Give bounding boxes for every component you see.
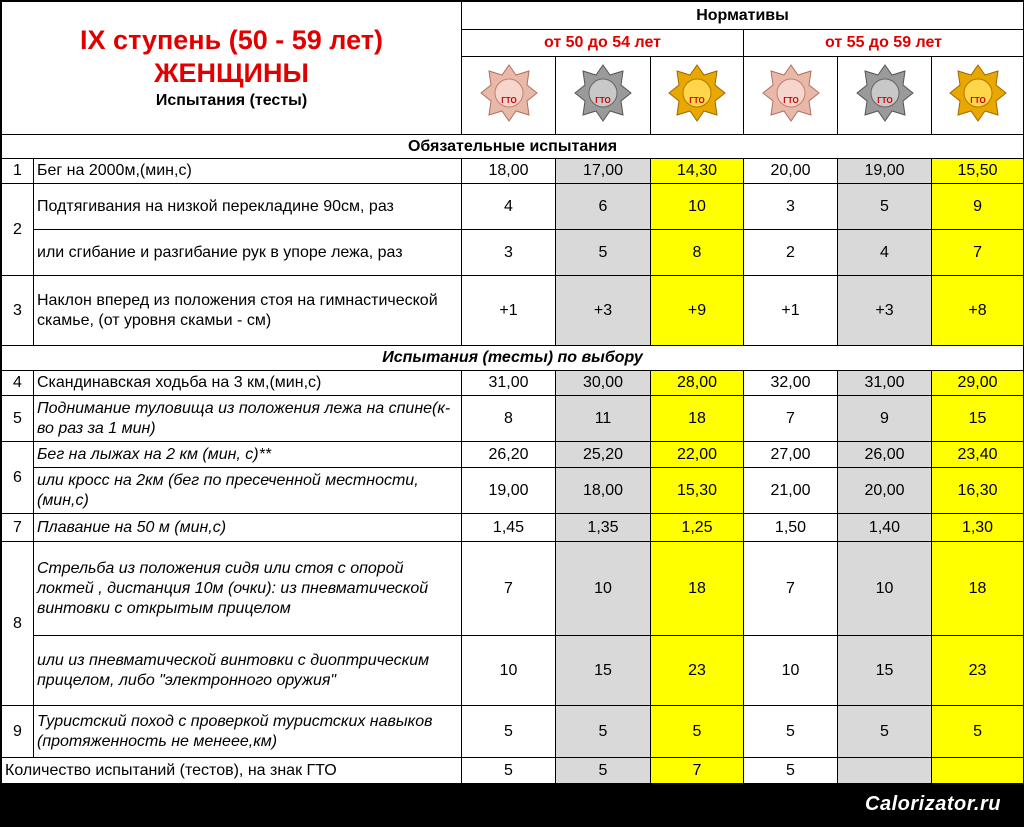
test-label: или сгибание и разгибание рук в упоре лежа, раз (34, 230, 462, 276)
title-subtitle: Испытания (тесты) (155, 92, 308, 109)
gold-badge (651, 57, 744, 135)
silver-badge (556, 57, 651, 135)
silver-value: 1,35 (556, 514, 651, 542)
gold-value: 29,00 (932, 371, 1024, 396)
bronze-value: 2 (744, 230, 838, 276)
bronze-badge (462, 57, 556, 135)
silver-value: 5 (556, 230, 651, 276)
badge-label: ГТО (689, 95, 705, 105)
gto-norms-table (1, 1, 1024, 784)
gold-value: 28,00 (651, 371, 744, 396)
gold-value: 5 (651, 706, 744, 758)
bronze-value: 3 (744, 184, 838, 230)
gold-value: 9 (932, 184, 1024, 230)
test-label: Плавание на 50 м (мин,с) (34, 514, 462, 542)
silver-value: 20,00 (838, 468, 932, 514)
section-mandatory: Обязательные испытания (2, 135, 1024, 159)
title-gender: ЖЕНЩИНЫ (154, 58, 309, 88)
gold-value: 22,00 (651, 442, 744, 468)
bronze-value: 10 (744, 636, 838, 706)
silver-value: 5 (838, 184, 932, 230)
silver-value: 15 (838, 636, 932, 706)
gold-value: 16,30 (932, 468, 1024, 514)
gold-value: 18 (651, 396, 744, 442)
table-row (2, 468, 1024, 514)
norms-header: Нормативы (462, 2, 1024, 30)
gold-value: 23,40 (932, 442, 1024, 468)
row-number: 2 (2, 184, 34, 276)
gold-badge-icon (667, 63, 727, 123)
silver-value: +3 (556, 276, 651, 346)
gold-value: 10 (651, 184, 744, 230)
table-row (2, 514, 1024, 542)
table-row (2, 396, 1024, 442)
bronze-value: 1,50 (744, 514, 838, 542)
row-number: 3 (2, 276, 34, 346)
row-number: 6 (2, 442, 34, 514)
gold-badge (932, 57, 1024, 135)
badge-label: ГТО (876, 95, 893, 105)
silver-value: 6 (556, 184, 651, 230)
bronze-badge-icon (479, 63, 539, 123)
bronze-value: 4 (462, 184, 556, 230)
bronze-value: +1 (744, 276, 838, 346)
silver-value: 5 (556, 758, 651, 784)
gold-value: 7 (651, 758, 744, 784)
gold-value: 23 (932, 636, 1024, 706)
gold-value: 23 (651, 636, 744, 706)
table-row (2, 159, 1024, 184)
row-number: 8 (2, 542, 34, 706)
table-row (2, 636, 1024, 706)
silver-value: 9 (838, 396, 932, 442)
silver-value (838, 758, 932, 784)
row-number: 9 (2, 706, 34, 758)
test-label: или из пневматической винтовки с диоптрическим прицелом, либо "электронного оружия" (34, 636, 462, 706)
bronze-value: 27,00 (744, 442, 838, 468)
silver-value: 17,00 (556, 159, 651, 184)
gold-value: 15,30 (651, 468, 744, 514)
watermark-logo: Calorizator.ru (858, 790, 1008, 818)
silver-value: 4 (838, 230, 932, 276)
test-label: Подтягивания на низкой перекладине 90см, раз (34, 184, 462, 230)
table-row (2, 230, 1024, 276)
test-label: Наклон вперед из положения стоя на гимнастической скамье, (от уровня скамьи - см) (34, 276, 462, 346)
age-group-2: от 55 до 59 лет (744, 30, 1024, 57)
silver-value: 10 (556, 542, 651, 636)
bronze-value: 32,00 (744, 371, 838, 396)
test-label: Стрельба из положения сидя или стоя с опорой локтей , дистанция 10м (очки): из пневматической винтовки с открытым прицелом (34, 542, 462, 636)
table-row (2, 706, 1024, 758)
row-number: 5 (2, 396, 34, 442)
table-row (2, 184, 1024, 230)
bronze-value: 3 (462, 230, 556, 276)
bronze-badge (744, 57, 838, 135)
gold-value: 1,25 (651, 514, 744, 542)
silver-value: 10 (838, 542, 932, 636)
title-stage: IX ступень (50 - 59 лет) (80, 25, 383, 55)
silver-value: 19,00 (838, 159, 932, 184)
bronze-value: 26,20 (462, 442, 556, 468)
silver-value: 1,40 (838, 514, 932, 542)
bronze-value: 20,00 (744, 159, 838, 184)
bronze-value: 18,00 (462, 159, 556, 184)
bronze-value: 19,00 (462, 468, 556, 514)
gold-value (932, 758, 1024, 784)
badge-label: ГТО (782, 95, 799, 105)
table-row (2, 371, 1024, 396)
test-label: Туристский поход с проверкой туристских навыков (протяженность не менеее,км) (34, 706, 462, 758)
silver-badge (838, 57, 932, 135)
table-row (2, 442, 1024, 468)
age-group-1: от 50 до 54 лет (462, 30, 744, 57)
bronze-value: 5 (744, 706, 838, 758)
section-optional: Испытания (тесты) по выбору (2, 346, 1024, 371)
footer-row (2, 758, 1024, 784)
silver-value: 25,20 (556, 442, 651, 468)
footer-label: Количество испытаний (тестов), на знак ГТО (2, 758, 462, 784)
test-label: Скандинавская ходьба на 3 км,(мин,с) (34, 371, 462, 396)
bronze-value: 21,00 (744, 468, 838, 514)
test-label: или кросс на 2км (бег по пресеченной местности, (мин,с) (34, 468, 462, 514)
gold-value: 18 (651, 542, 744, 636)
row-number: 1 (2, 159, 34, 184)
test-label: Бег на 2000м,(мин,с) (34, 159, 462, 184)
silver-value: +3 (838, 276, 932, 346)
gold-value: 15 (932, 396, 1024, 442)
test-label: Поднимание туловища из положения лежа на спине(к-во раз за 1 мин) (34, 396, 462, 442)
gold-value: 18 (932, 542, 1024, 636)
silver-value: 31,00 (838, 371, 932, 396)
table-row (2, 542, 1024, 636)
test-label: Бег на лыжах на 2 км (мин, с)** (34, 442, 462, 468)
gold-value: 15,50 (932, 159, 1024, 184)
table-row (2, 276, 1024, 346)
bronze-value: 7 (462, 542, 556, 636)
title-block (2, 2, 462, 135)
bronze-value: 5 (462, 706, 556, 758)
bronze-value: 10 (462, 636, 556, 706)
row-number: 7 (2, 514, 34, 542)
silver-value: 15 (556, 636, 651, 706)
gold-value: 7 (932, 230, 1024, 276)
bronze-value: 31,00 (462, 371, 556, 396)
bronze-value: 7 (744, 396, 838, 442)
gold-value: +9 (651, 276, 744, 346)
silver-badge-icon (855, 63, 915, 123)
silver-value: 26,00 (838, 442, 932, 468)
gold-value: +8 (932, 276, 1024, 346)
row-number: 4 (2, 371, 34, 396)
badge-label: ГТО (500, 95, 517, 105)
bronze-value: +1 (462, 276, 556, 346)
silver-value: 18,00 (556, 468, 651, 514)
gold-badge-icon (948, 63, 1008, 123)
bronze-value: 1,45 (462, 514, 556, 542)
gold-value: 14,30 (651, 159, 744, 184)
bronze-value: 5 (462, 758, 556, 784)
silver-value: 11 (556, 396, 651, 442)
bronze-badge-icon (761, 63, 821, 123)
badge-label: ГТО (595, 95, 611, 105)
silver-value: 30,00 (556, 371, 651, 396)
gold-value: 1,30 (932, 514, 1024, 542)
silver-value: 5 (838, 706, 932, 758)
bronze-value: 7 (744, 542, 838, 636)
gold-value: 5 (932, 706, 1024, 758)
bronze-value: 8 (462, 396, 556, 442)
silver-value: 5 (556, 706, 651, 758)
silver-badge-icon (573, 63, 633, 123)
gold-value: 8 (651, 230, 744, 276)
badge-label: ГТО (969, 95, 986, 105)
bronze-value: 5 (744, 758, 838, 784)
